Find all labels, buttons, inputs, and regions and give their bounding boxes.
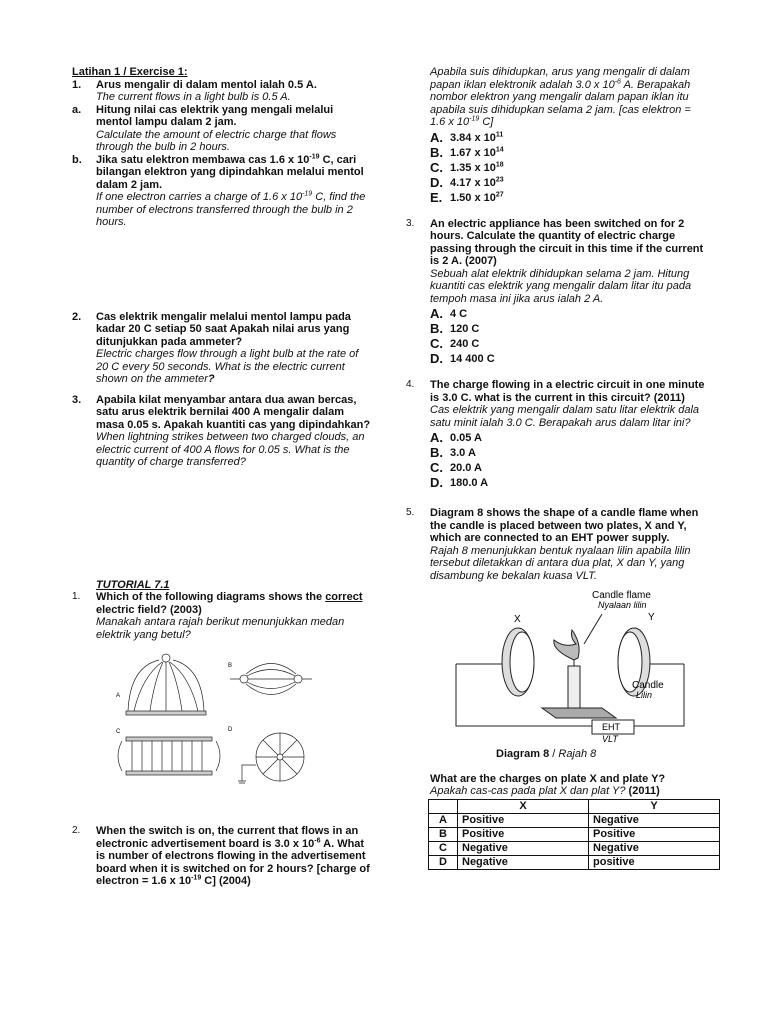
vlt-label: VLT bbox=[602, 734, 618, 744]
option-e[interactable]: E. 1.50 x $10^{27}$ bbox=[430, 189, 504, 205]
q5-question-en: What are the charges on plate X and plate Y? bbox=[430, 772, 666, 785]
option-b[interactable]: B. 1.67 x $10^{14}$ bbox=[430, 144, 504, 160]
tutorial-heading-row bbox=[72, 579, 372, 592]
lilin-label: Lilin bbox=[636, 690, 653, 700]
q1b-text-en: If one electron carries a charge of 1.6 x $10^{-19}$ C, find the number of electrons transferred through the bulb in 2 hours. bbox=[96, 190, 366, 228]
tq4-options bbox=[430, 431, 706, 491]
q3-text-en: When lightning strikes between two charged clouds, an electric current of 400 A flows for 0.05 s. What is the quantity of charge transferred? bbox=[96, 431, 365, 468]
question-1: 1. Arus mengalir di dalam mentol ialah 0.5 A. The current flows in a light bulb is 0.5 A. bbox=[72, 79, 372, 104]
tq1-text-en: Which of the following diagrams shows the correct electric field? (2003) bbox=[96, 591, 363, 616]
tutorial-question-1: 1. Which of the following diagrams shows the correct electric field? (2003) Manakah antara rajah berikut menunjukkan medan elektrik yang betul? bbox=[72, 591, 372, 641]
option-d[interactable]: D. 14 400 C bbox=[430, 351, 495, 367]
tq4-text-en: The charge flowing in a electric circuit in one minute is 3.0 C. what is the current in this circuit? (2011) bbox=[430, 379, 705, 404]
q3-text-ms: Apabila kilat menyambar antara dua awan bercas, satu arus elektrik bernilai 400 A mengalir dalam masa 0.05 s. Apakah kuantiti cas yang dipindahkan? bbox=[96, 393, 371, 431]
eht-label: EHT bbox=[602, 722, 620, 732]
table-row[interactable]: D Negative positive bbox=[429, 855, 720, 869]
exercise-heading: Latihan 1 / Exercise 1: bbox=[72, 66, 188, 78]
tq5-text-ms: Rajah 8 menunjukkan bentuk nyalaan lilin apabila lilin tersebut diletakkan di antara dua plat, X dan Y, yang disambung ke bekalan kuasa VLT. bbox=[430, 544, 691, 582]
tq3-text-en: An electric appliance has been switched on for 2 hours. Calculate the quantity of electric charge passing through the circuit in this time if the current is 2 A. (2007) bbox=[430, 217, 704, 267]
q2-text-ms: Cas elektrik mengalir melalui mentol lampu pada kadar 20 C setiap 50 saat Apakah nilai arus yang ditunjukkan pada ammeter? bbox=[96, 310, 351, 348]
candle-flame-label: Candle flame bbox=[592, 590, 651, 601]
tq3-text-ms: Sebuah alat elektrik dihidupkan selama 2 jam. Hitung kuantiti cas elektrik yang mengalir dalam litar itu pada tempoh masa ini jika arus ialah 2 A. bbox=[430, 267, 692, 305]
option-a[interactable]: A. 0.05 A bbox=[430, 430, 483, 446]
option-a[interactable]: A. 3.84 x $10^{11}$ bbox=[430, 129, 504, 145]
option-c[interactable]: C. 240 C bbox=[430, 336, 480, 352]
tutorial-heading: TUTORIAL 7.1 bbox=[96, 578, 170, 591]
question-2: 2. Cas elektrik mengalir melalui mentol lampu pada kadar 20 C setiap 50 saat Apakah nilai arus yang ditunjukkan pada ammeter? Electric charges flow through a light bulb at the rate of 20 C every 50 seconds. What is the electric current shown on the ammeter? bbox=[72, 311, 372, 386]
option-c[interactable]: C. 1.35 x $10^{18}$ bbox=[430, 159, 504, 175]
tq2-options bbox=[430, 131, 706, 206]
q1b-text-ms: Jika satu elektron membawa cas 1.6 x $10^{-19}$ C, cari bilangan elektron yang dipindahkan melalui mentol dalam 2 jam. bbox=[96, 152, 364, 191]
option-a[interactable]: A. 4 C bbox=[430, 306, 468, 322]
electric-field-diagrams bbox=[112, 647, 312, 797]
plate-x-label: X bbox=[514, 614, 521, 625]
candle-label: Candle bbox=[632, 680, 664, 691]
answer-table bbox=[428, 799, 720, 870]
option-c[interactable]: C. 20.0 A bbox=[430, 460, 483, 476]
q5-question-ms: Apakah cas-cas pada plat X dan plat Y? (2011) bbox=[430, 785, 660, 797]
q1-text-ms: Arus mengalir di dalam mentol ialah 0.5 A. bbox=[96, 78, 317, 91]
diagram-d bbox=[238, 733, 304, 783]
q1a-text-en: Calculate the amount of electric charge that flows through the bulb in 2 hours. bbox=[96, 128, 337, 153]
question-3: 3. Apabila kilat menyambar antara dua awan bercas, satu arus elektrik bernilai 400 A mengalir dalam masa 0.05 s. Apakah kuantiti cas yang dipindahkan? When lightning strikes between two charged clouds, an electric current of 400 A flows for 0.05 s. What is the quantity of charge transferred? bbox=[72, 393, 371, 468]
option-b[interactable]: B. 3.0 A bbox=[430, 445, 476, 461]
table-row[interactable]: C Negative Negative bbox=[429, 841, 720, 855]
right-column bbox=[406, 66, 706, 870]
tutorial-question-4: 4. The charge flowing in a electric circuit in one minute is 3.0 C. what is the current in this circuit? (2011) Cas elektrik yang mengalir dalam satu litar elektrik dala satu minit ialah 3.0 C. Berapakah arus dalam litar ini? bbox=[406, 379, 705, 429]
field-label-c: C bbox=[116, 729, 121, 735]
q2-text-en: Electric charges flow through a light bulb at the rate of 20 C every 50 seconds. What is the electric current shown on the ammeter? bbox=[96, 348, 359, 385]
question-1b: b. Jika satu elektron membawa cas 1.6 x $10^{-19}$ C, cari bilangan elektron yang dipindahkan melalui mentol dalam 2 jam. If one electron carries a charge of 1.6 x $10^{-19}$ C, find the number of electrons transferred through the bulb in 2 hours. bbox=[72, 154, 372, 229]
table-row[interactable]: B Positive Positive bbox=[429, 827, 720, 841]
q1a-text-ms: Hitung nilai cas elektrik yang mengali melalui mentol lampu dalam 2 jam. bbox=[96, 103, 334, 128]
tq2-text-en: When the switch is on, the current that flows in an electronic advertisement board is 3.0 x $10^{-6}$ A. What is number of electrons flowing in the advertisement board when it is switched on for 2 hours? [charge of electron = 1.6 x $10^{-19}$ C] (2004) bbox=[96, 825, 370, 887]
tutorial-question-3: 3. An electric appliance has been switched on for 2 hours. Calculate the quantity of electric charge passing through the circuit in this time if the current is 2 A. (2007) Sebuah alat elektrik dihidupkan selama 2 jam. Hitung kuantiti cas elektrik yang mengalir dalam litar itu pada tempoh masa ini jika arus ialah 2 A. bbox=[406, 218, 706, 306]
nyalaan-label: Nyalaan lilin bbox=[598, 600, 647, 610]
field-label-a: A bbox=[116, 693, 121, 699]
question-1a: a. Hitung nilai cas elektrik yang mengali melalui mentol lampu dalam 2 jam. Calculate the amount of electric charge that flows through the bulb in 2 hours. bbox=[72, 104, 372, 154]
tq5-text-en: Diagram 8 shows the shape of a candle flame when the candle is placed between two plates, X and Y, which are connected to an EHT power supply. bbox=[430, 507, 699, 544]
table-header-row: X Y bbox=[429, 799, 720, 813]
option-b[interactable]: B. 120 C bbox=[430, 321, 480, 337]
diagram-caption: Diagram 8 / Rajah 8 bbox=[496, 748, 597, 760]
plate-y-label: Y bbox=[648, 612, 655, 623]
field-label-b: B bbox=[228, 663, 233, 669]
tq3-options bbox=[430, 307, 706, 367]
left-column bbox=[72, 66, 372, 888]
q1-text-en: The current flows in a light bulb is 0.5 A. bbox=[96, 91, 291, 103]
diagram-a bbox=[126, 654, 206, 715]
option-d[interactable]: D. 180.0 A bbox=[430, 475, 489, 491]
diagram-c bbox=[118, 737, 220, 775]
candle-plates-diagram bbox=[452, 584, 692, 744]
option-d[interactable]: D. 4.17 x $10^{23}$ bbox=[430, 174, 504, 190]
tq4-text-ms: Cas elektrik yang mengalir dalam satu litar elektrik dala satu minit ialah 3.0 C. Berapakah arus dalam litar ini? bbox=[430, 404, 700, 429]
tutorial-q2-continuation bbox=[406, 66, 706, 129]
tq1-text-ms: Manakah antara rajah berikut menunjukkan medan elektrik yang betul? bbox=[96, 616, 345, 641]
table-row[interactable]: A Positive Negative bbox=[429, 813, 720, 827]
field-label-d: D bbox=[228, 727, 233, 733]
tutorial-question-2: 2. When the switch is on, the current that flows in an electronic advertisement board is 3.0 x $10^{-6}$ A. What is number of electrons flowing in the advertisement board when it is switched on for 2 hours? [charge of electron = 1.6 x $10^{-19}$ C] (2004) bbox=[72, 825, 372, 888]
diagram-b bbox=[230, 664, 312, 695]
tq2-text-ms: Apabila suis dihidupkan, arus yang mengalir di dalam papan iklan elektronik adalah 3.0 x $10^{-6}$ A. Berapakah nombor elektron yang mengalir dalam papan iklan itu apabila suis dihidupkan selama 2 jam. [cas elektron = 1.6 x $10^{-19}$ C] bbox=[430, 66, 691, 128]
tutorial-question-5: 5. Diagram 8 shows the shape of a candle flame when the candle is placed between two plates, X and Y, which are connected to an EHT power supply. Rajah 8 menunjukkan bentuk nyalaan lilin apabila lilin tersebut diletakkan di antara dua plat, X dan Y, yang disambung ke bekalan kuasa VLT. bbox=[406, 507, 706, 582]
